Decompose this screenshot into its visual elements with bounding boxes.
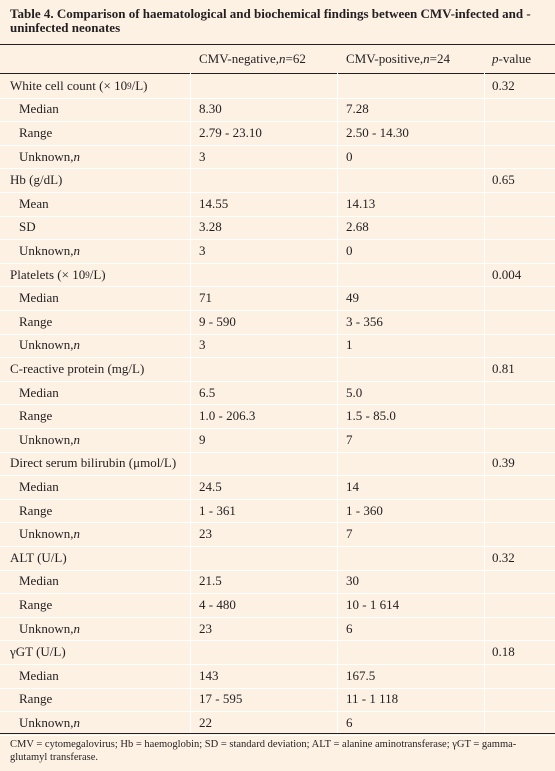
header-cmv-negative: CMV-negative, n =62: [199, 50, 306, 66]
cmv-negative-value: 3.28: [199, 219, 222, 235]
row-label: Median: [19, 101, 59, 117]
table-row: [0, 428, 555, 453]
table-row: [0, 593, 555, 618]
cmv-positive-value: 49: [346, 290, 359, 306]
table-row: [0, 145, 555, 170]
row-label: Range: [19, 313, 53, 329]
p-value: 0.32: [492, 77, 515, 93]
table-row: [0, 121, 555, 146]
cmv-negative-value: 14.55: [199, 195, 229, 211]
row-label: Range: [19, 408, 53, 424]
cmv-positive-value: 14: [346, 478, 359, 494]
row-label: Range: [19, 124, 53, 140]
cmv-positive-value: 10 - 1 614: [346, 596, 400, 612]
cmv-negative-value: 3: [199, 242, 206, 258]
column-divider: [484, 73, 485, 733]
table-row: [0, 286, 555, 311]
cmv-positive-value: 2.68: [346, 219, 369, 235]
cmv-positive-value: 2.50 - 14.30: [346, 124, 409, 140]
row-label: Direct serum bilirubin (μmol/L): [10, 455, 177, 471]
row-label: Unknown, n: [19, 242, 81, 258]
header-p-value: p -value: [492, 50, 531, 66]
table-row: [0, 216, 555, 241]
table-row: [0, 239, 555, 264]
row-label: Range: [19, 691, 53, 707]
cmv-positive-value: 11 - 1 118: [346, 691, 399, 707]
row-label: Median: [19, 290, 59, 306]
row-label: Range: [19, 596, 53, 612]
cmv-negative-value: 9: [199, 431, 206, 447]
table-row: [0, 357, 555, 382]
table-row: [0, 168, 555, 193]
table-row: [0, 404, 555, 429]
cmv-positive-value: 5.0: [346, 384, 363, 400]
table-row: [0, 310, 555, 335]
cmv-positive-value: 7: [346, 431, 353, 447]
row-label: Unknown, n: [19, 526, 81, 542]
cmv-positive-value: 30: [346, 573, 359, 589]
cmv-negative-value: 24.5: [199, 478, 222, 494]
cmv-negative-value: 3: [199, 337, 206, 353]
cmv-positive-value: 3 - 356: [346, 313, 383, 329]
cmv-negative-value: 23: [199, 526, 212, 542]
table-row: [0, 664, 555, 689]
cmv-positive-value: 1: [346, 337, 353, 353]
table-row: [0, 192, 555, 217]
row-label: γGT (U/L): [10, 644, 66, 660]
table-row: [0, 74, 555, 99]
p-value: 0.81: [492, 360, 515, 376]
cmv-negative-value: 3: [199, 148, 206, 164]
cmv-positive-value: 6: [346, 620, 353, 636]
table-title: Table 4. Comparison of haematological and biochemical findings between CMV-infected and -uninfected neonates: [10, 6, 531, 35]
row-label: SD: [19, 219, 36, 235]
cmv-negative-value: 1 - 361: [199, 502, 236, 518]
row-label: Unknown, n: [19, 620, 81, 636]
p-value: 0.004: [492, 266, 522, 282]
row-label: Hb (g/dL): [10, 172, 63, 188]
cmv-positive-value: 7.28: [346, 101, 369, 117]
table-row: [0, 546, 555, 571]
cmv-negative-value: 8.30: [199, 101, 222, 117]
cmv-positive-value: 1.5 - 85.0: [346, 408, 396, 424]
table-row: [0, 570, 555, 595]
row-label: Unknown, n: [19, 148, 81, 164]
cmv-positive-value: 1 - 360: [346, 502, 383, 518]
row-label: White cell count (× 10 9 /L): [10, 77, 148, 93]
p-value: 0.65: [492, 172, 515, 188]
row-label: Median: [19, 573, 59, 589]
table-row: [0, 522, 555, 547]
cmv-negative-value: 143: [199, 667, 219, 683]
table-row: [0, 98, 555, 123]
cmv-positive-value: 14.13: [346, 195, 376, 211]
cmv-positive-value: 6: [346, 714, 353, 730]
p-value: 0.18: [492, 644, 515, 660]
cmv-negative-value: 4 - 480: [199, 596, 236, 612]
table-row: [0, 617, 555, 642]
cmv-negative-value: 17 - 595: [199, 691, 243, 707]
header-cmv-positive: CMV-positive, n =24: [346, 50, 451, 66]
column-divider: [337, 73, 338, 733]
cmv-negative-value: 1.0 - 206.3: [199, 408, 256, 424]
table-row: [0, 688, 555, 713]
row-label: Median: [19, 384, 59, 400]
row-label: Mean: [19, 195, 49, 211]
cmv-negative-value: 6.5: [199, 384, 216, 400]
cmv-positive-value: 7: [346, 526, 353, 542]
table-row: [0, 452, 555, 477]
row-label: Range: [19, 502, 53, 518]
table-row: [0, 499, 555, 524]
row-label: Platelets (× 10 9 /L): [10, 266, 106, 282]
row-label: Unknown, n: [19, 431, 81, 447]
table-row: [0, 475, 555, 500]
cmv-negative-value: 71: [199, 290, 212, 306]
table-row: [0, 640, 555, 665]
row-label: Unknown, n: [19, 714, 81, 730]
cmv-negative-value: 23: [199, 620, 212, 636]
cmv-positive-value: 0: [346, 148, 353, 164]
cmv-negative-value: 21.5: [199, 573, 222, 589]
table-row: [0, 381, 555, 406]
cmv-negative-value: 9 - 590: [199, 313, 236, 329]
cmv-positive-value: 167.5: [346, 667, 376, 683]
row-label: Unknown, n: [19, 337, 81, 353]
row-label: Median: [19, 667, 59, 683]
column-divider: [190, 73, 191, 733]
cmv-negative-value: 2.79 - 23.10: [199, 124, 262, 140]
cmv-negative-value: 22: [199, 714, 212, 730]
p-value: 0.32: [492, 549, 515, 565]
cmv-positive-value: 0: [346, 242, 353, 258]
table-footnote: CMV = cytomegalovirus; Hb = haemoglobin; SD = standard deviation; ALT = alanine aminotransferase; γGT = gamma-glutamyl transferase.: [10, 739, 517, 763]
row-label: ALT (U/L): [10, 549, 67, 565]
p-value: 0.39: [492, 455, 515, 471]
row-label: C-reactive protein (mg/L): [10, 360, 145, 376]
table-row: [0, 334, 555, 359]
row-label: Median: [19, 478, 59, 494]
table-row: [0, 263, 555, 288]
bottom-rule: [0, 733, 555, 734]
table-header-row: [0, 44, 555, 73]
